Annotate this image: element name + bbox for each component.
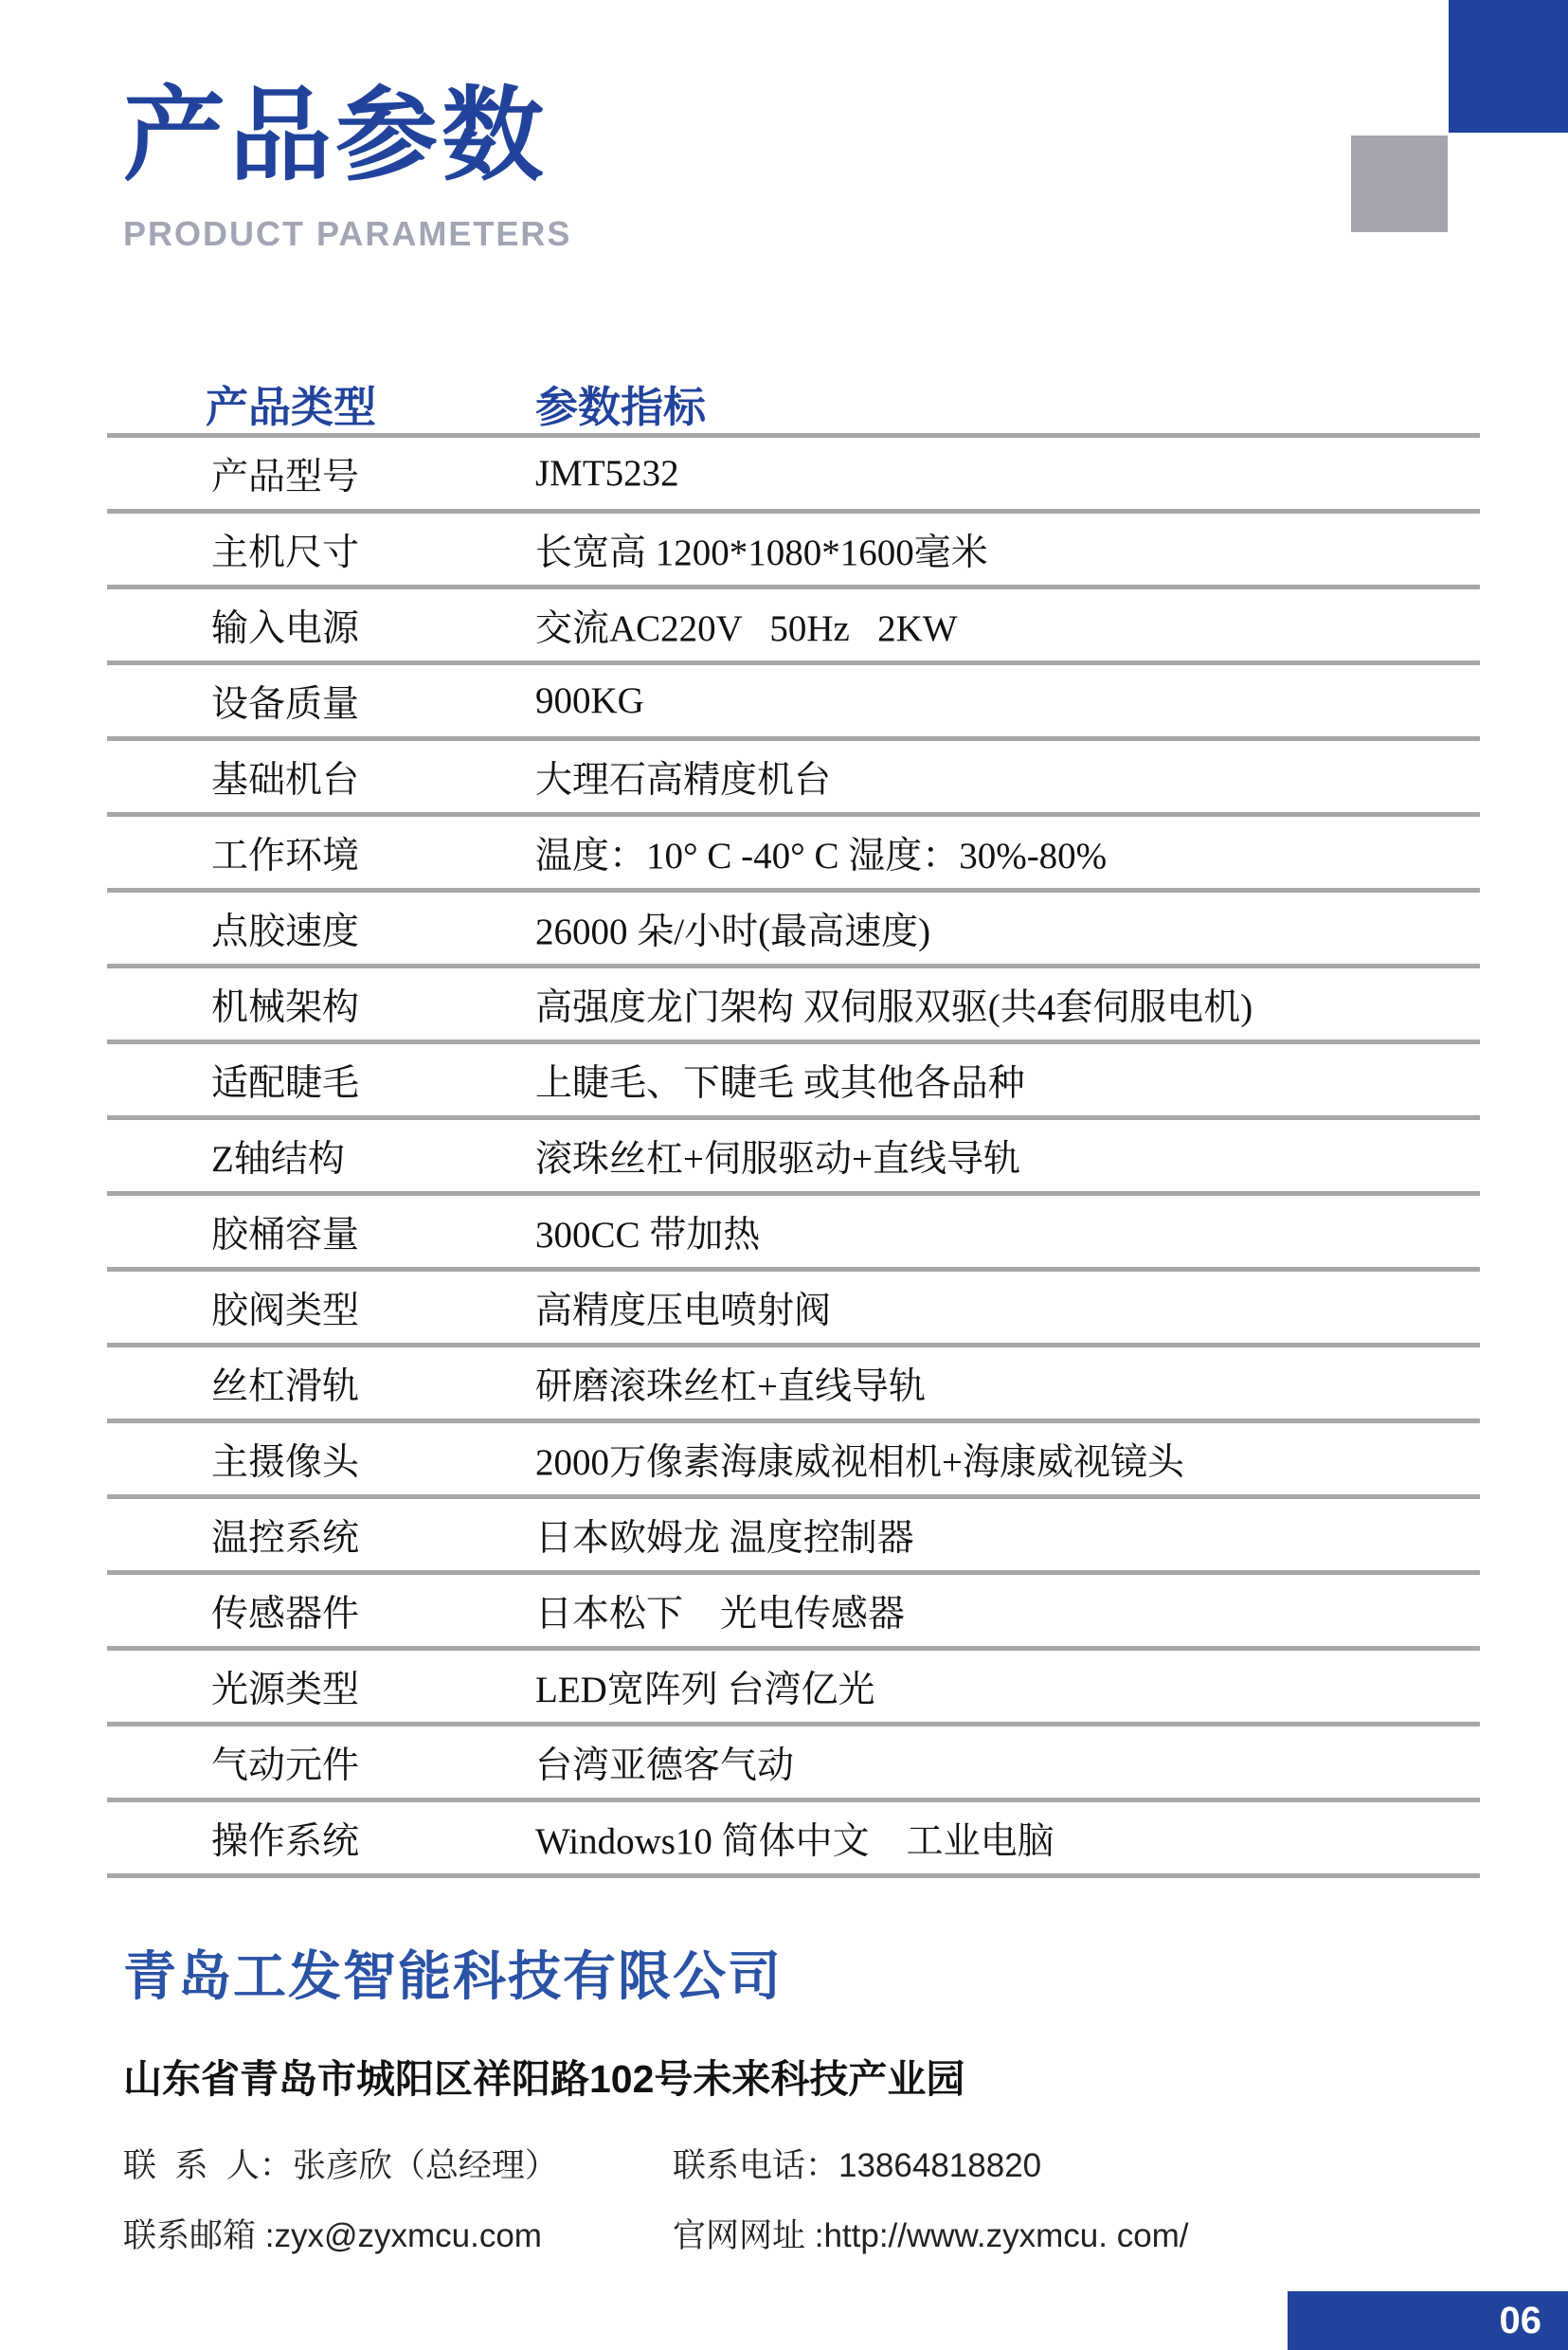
param-name: 点胶速度 [211, 911, 360, 952]
param-name: Z轴结构 [211, 1138, 345, 1180]
table-row-content [107, 514, 1480, 585]
param-value: 温度：10° C -40° C 湿度：30%-80% [535, 835, 1108, 877]
param-value: 900KG [535, 680, 644, 721]
param-value: 研磨滚珠丝杠+直线导轨 [535, 1365, 926, 1407]
table-row-content [107, 1726, 1480, 1798]
param-value: 2000万像素海康威视相机+海康威视镜头 [535, 1441, 1184, 1483]
param-value: 日本松下 光电传感器 [535, 1593, 906, 1635]
param-value: 长宽高 1200*1080*1600毫米 [535, 532, 988, 573]
table-row [107, 1419, 1480, 1494]
param-name: 光源类型 [211, 1669, 360, 1710]
table-row-content [107, 438, 1480, 509]
param-name: 适配睫毛 [211, 1062, 360, 1104]
param-name: 胶桶容量 [211, 1214, 360, 1256]
param-value: 上睫毛、下睫毛 或其他各品种 [535, 1062, 1025, 1104]
table-row [107, 964, 1480, 1039]
table-row-content [107, 1802, 1480, 1873]
param-name: 丝杠滑轨 [211, 1365, 360, 1407]
param-value: 高精度压电喷射阀 [535, 1290, 832, 1331]
table-row [107, 736, 1480, 812]
param-name: 设备质量 [211, 683, 360, 725]
column-header-product-type: 产品类型 [206, 382, 377, 431]
table-row-content [107, 665, 1480, 736]
table-row-content [107, 968, 1480, 1039]
table-row [107, 1039, 1480, 1115]
table-row-content [107, 1120, 1480, 1191]
company-footer [123, 1946, 1189, 2256]
param-name: 温控系统 [211, 1517, 360, 1559]
table-row [107, 812, 1480, 888]
column-header-parameter-index: 参数指标 [535, 382, 707, 431]
table-row-content [107, 893, 1480, 964]
param-value: LED宽阵列 台湾亿光 [535, 1669, 875, 1710]
table-row [107, 1115, 1480, 1191]
param-name: 操作系统 [211, 1820, 360, 1862]
company-name: 青岛工发智能科技有限公司 [123, 1946, 783, 2006]
param-name: 输入电源 [211, 607, 360, 649]
param-value: 高强度龙门架构 双伺服双驱(共4套伺服电机) [535, 986, 1253, 1028]
table-row-content [107, 1651, 1480, 1722]
table-row [107, 1722, 1480, 1798]
page-title: 产品参数 [123, 78, 549, 192]
param-value: Windows10 简体中文 工业电脑 [535, 1820, 1054, 1862]
page-number-bar [1288, 2291, 1568, 2350]
param-value: 交流AC220V 50Hz 2KW [535, 607, 958, 649]
contact-item: 联 系 人：张彦欣（总经理） [123, 2147, 558, 2185]
table-row-content [107, 589, 1480, 660]
contact-item: 联系电话：13864818820 [673, 2147, 1042, 2185]
table-body [107, 433, 1480, 1873]
table-row-content [107, 1347, 1480, 1419]
param-name: 工作环境 [211, 835, 360, 877]
table-row [107, 660, 1480, 736]
table-row-content [107, 1044, 1480, 1115]
table-row-content [107, 1575, 1480, 1646]
table-row [107, 1570, 1480, 1646]
param-value: 大理石高精度机台 [535, 759, 832, 801]
table-row-content [107, 817, 1480, 888]
table-row [107, 1267, 1480, 1343]
table-header-row [107, 372, 1480, 433]
page-subtitle: PRODUCT PARAMETERS [123, 214, 572, 253]
param-value: 日本欧姆龙 温度控制器 [535, 1517, 914, 1559]
param-value: JMT5232 [535, 453, 679, 494]
contact-item: 官网网址 :http://www.zyxmcu. com/ [673, 2217, 1189, 2255]
table-row [107, 1191, 1480, 1267]
param-name: 传感器件 [211, 1593, 360, 1635]
table-row [107, 1798, 1480, 1873]
param-value: 滚珠丝杠+伺服驱动+直线导轨 [535, 1138, 1020, 1180]
page-header [123, 59, 571, 254]
table-row-content [107, 1423, 1480, 1494]
param-value: 台湾亚德客气动 [535, 1744, 795, 1786]
table-row [107, 433, 1480, 509]
table-row [107, 1646, 1480, 1722]
company-address: 山东省青岛市城阳区祥阳路102号未来科技产业园 [123, 2057, 965, 2101]
table-row [107, 509, 1480, 585]
table-bottom-divider [107, 1873, 1480, 1878]
param-value: 300CC 带加热 [535, 1214, 761, 1256]
page-number: 06 [1499, 2300, 1541, 2341]
contact-item: 联系邮箱 :zyx@zyxmcu.com [123, 2217, 542, 2255]
table-row [107, 585, 1480, 660]
table-row [107, 888, 1480, 964]
table-row [107, 1343, 1480, 1419]
param-name: 主摄像头 [211, 1441, 360, 1483]
contact-info-grid [123, 2146, 1189, 2256]
param-name: 机械架构 [211, 986, 360, 1028]
param-value: 26000 朵/小时(最高速度) [535, 911, 931, 952]
param-name: 主机尺寸 [211, 532, 360, 573]
param-name: 气动元件 [211, 1744, 360, 1786]
table-row-content [107, 1499, 1480, 1570]
parameters-table [107, 372, 1480, 1878]
corner-blue-rectangle [1449, 0, 1568, 133]
table-row [107, 1494, 1480, 1570]
table-row-content [107, 1196, 1480, 1267]
param-name: 胶阀类型 [211, 1290, 360, 1331]
table-row-content [107, 1272, 1480, 1343]
corner-gray-square [1351, 136, 1448, 232]
table-row-content [107, 741, 1480, 812]
param-name: 基础机台 [211, 759, 360, 801]
param-name: 产品型号 [211, 456, 360, 497]
